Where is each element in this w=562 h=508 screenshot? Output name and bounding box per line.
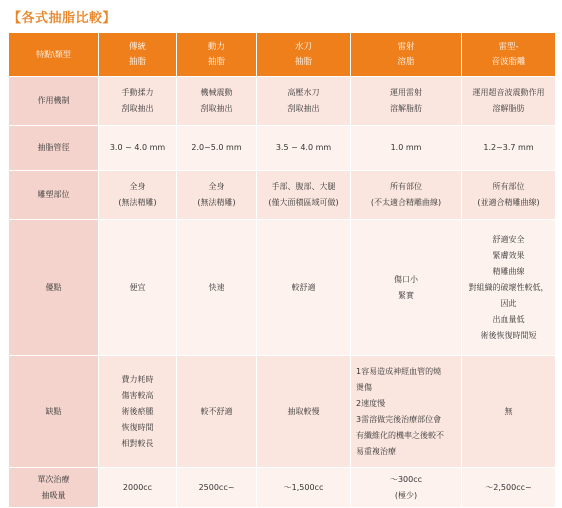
row-suction-volume bbox=[9, 468, 556, 508]
table-cell: 1容易造成神經血管的燒 燙傷 2速度慢 3雷溶做完後治療部位會 有纖維化的機率之後較不 易重複治療 bbox=[351, 356, 462, 468]
table-cell: 快速 bbox=[177, 220, 257, 356]
row-label: 單次治療 抽吸量 bbox=[9, 468, 99, 508]
header-laser: 雷射 溶脂 bbox=[351, 33, 462, 77]
table-cell: 3.0 ~ 4.0 mm bbox=[99, 126, 177, 171]
table-cell: 便宜 bbox=[99, 220, 177, 356]
table-cell: 全身 (無法精雕) bbox=[177, 171, 257, 220]
header-ultrasonic: 雷型- 音波脂雕 bbox=[462, 33, 556, 77]
table-cell: 運用雷射 溶解脂肪 bbox=[351, 77, 462, 126]
row-label: 優點 bbox=[9, 220, 99, 356]
table-cell: 2000cc bbox=[99, 468, 177, 508]
table-cell: 全身 (無法精雕) bbox=[99, 171, 177, 220]
table-cell: 所有部位 (不太適合精雕曲線) bbox=[351, 171, 462, 220]
row-advantages bbox=[9, 220, 556, 356]
header-power: 動力 抽脂 bbox=[177, 33, 257, 77]
row-cannula-diameter bbox=[9, 126, 556, 171]
row-label: 抽脂管徑 bbox=[9, 126, 99, 171]
table-cell: 所有部位 (並適合精雕曲線) bbox=[462, 171, 556, 220]
header-water-jet: 水刀 抽脂 bbox=[257, 33, 351, 77]
table-cell: 手動揉力 刮取抽出 bbox=[99, 77, 177, 126]
table-cell: 費力耗時 傷害較高 術後瘀腫 恢復時間 相對較長 bbox=[99, 356, 177, 468]
table-cell: 較舒適 bbox=[257, 220, 351, 356]
table-cell: 舒適安全 緊膚效果 精雕曲線 對組織的破壞性較低， 因此 出血量低 術後恢復時間短 bbox=[462, 220, 556, 356]
table-cell: 1.2~3.7 mm bbox=[462, 126, 556, 171]
header-corner: 特點\類型 bbox=[9, 33, 99, 77]
table-cell: 機械震動 刮取抽出 bbox=[177, 77, 257, 126]
row-sculpting-area bbox=[9, 171, 556, 220]
header-traditional: 傳統 抽脂 bbox=[99, 33, 177, 77]
table-cell: 3.5 ~ 4.0 mm bbox=[257, 126, 351, 171]
table-cell: 無 bbox=[462, 356, 556, 468]
table-cell: ～2,500cc~ bbox=[462, 468, 556, 508]
row-disadvantages bbox=[9, 356, 556, 468]
comparison-table bbox=[8, 32, 556, 508]
row-mechanism bbox=[9, 77, 556, 126]
row-label: 雕塑部位 bbox=[9, 171, 99, 220]
table-cell: ～300cc (極少) bbox=[351, 468, 462, 508]
table-cell: 手部、腹部、大腿 (僅大面積區域可做) bbox=[257, 171, 351, 220]
table-cell: 運用超音波震動作用 溶解脂肪 bbox=[462, 77, 556, 126]
row-label: 缺點 bbox=[9, 356, 99, 468]
page-title: 【各式抽脂比較】 bbox=[8, 11, 117, 26]
table-cell: 2.0~5.0 mm bbox=[177, 126, 257, 171]
table-cell: 傷口小 緊實 bbox=[351, 220, 462, 356]
table-cell: ～1,500cc bbox=[257, 468, 351, 508]
table-cell: 2500cc~ bbox=[177, 468, 257, 508]
table-cell: 1.0 mm bbox=[351, 126, 462, 171]
table-cell: 抽取較慢 bbox=[257, 356, 351, 468]
row-label: 作用機制 bbox=[9, 77, 99, 126]
header-row bbox=[9, 33, 556, 77]
table-cell: 較不舒適 bbox=[177, 356, 257, 468]
table-cell: 高壓水刀 刮取抽出 bbox=[257, 77, 351, 126]
